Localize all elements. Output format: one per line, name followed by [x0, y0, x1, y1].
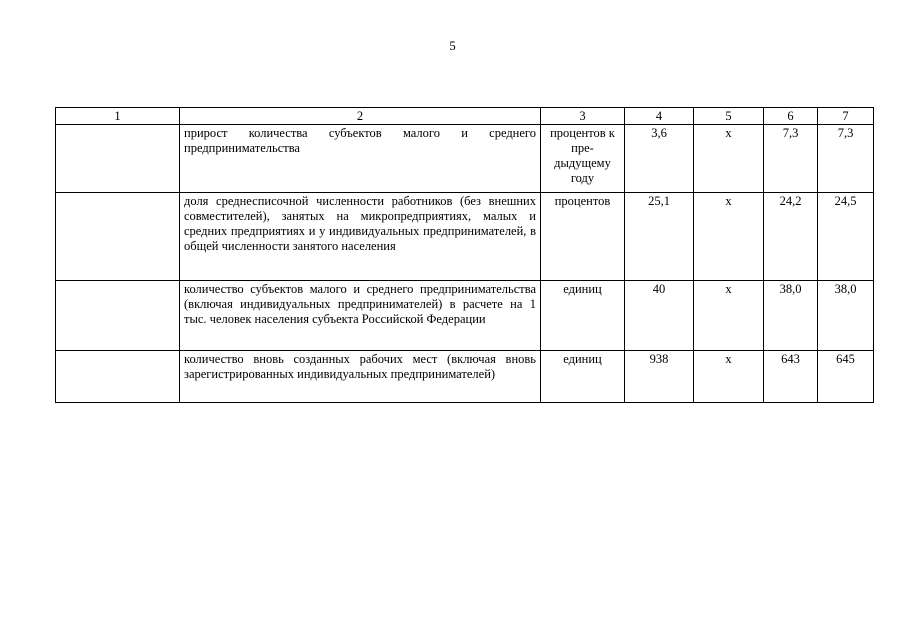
value-cell-6: 7,3	[764, 125, 818, 193]
header-cell-3: 3	[541, 108, 625, 125]
table-row	[56, 193, 874, 281]
value-cell-5: х	[694, 125, 764, 193]
indicator-description: доля среднесписочной численности работников (без внешних совместителей), занятых на микропредприятиях, малых и средних предприятиях и у индивидуальных предпринимателей, в общей численности занятого населения	[180, 193, 541, 281]
row-label-cell	[56, 193, 180, 281]
value-cell-4: 938	[625, 351, 694, 403]
value-cell-4: 40	[625, 281, 694, 351]
header-cell-5: 5	[694, 108, 764, 125]
row-label-cell	[56, 281, 180, 351]
row-label-cell	[56, 125, 180, 193]
value-cell-7: 24,5	[818, 193, 874, 281]
table-row	[56, 125, 874, 193]
unit-cell: единиц	[541, 351, 625, 403]
indicator-description: количество вновь созданных рабочих мест (включая вновь зарегистрированных индивидуальных предпринимателей)	[180, 351, 541, 403]
indicator-description: прирост количества субъектов малого и среднего предпринимательства	[180, 125, 541, 193]
value-cell-5: х	[694, 193, 764, 281]
value-cell-7: 38,0	[818, 281, 874, 351]
table-row	[56, 281, 874, 351]
value-cell-4: 3,6	[625, 125, 694, 193]
header-cell-6: 6	[764, 108, 818, 125]
value-cell-6: 24,2	[764, 193, 818, 281]
value-cell-4: 25,1	[625, 193, 694, 281]
header-cell-2: 2	[180, 108, 541, 125]
value-cell-7: 645	[818, 351, 874, 403]
page-number: 5	[449, 38, 456, 53]
value-cell-5: х	[694, 351, 764, 403]
header-row	[56, 108, 874, 125]
header-cell-7: 7	[818, 108, 874, 125]
value-cell-6: 643	[764, 351, 818, 403]
value-cell-7: 7,3	[818, 125, 874, 193]
value-cell-5: х	[694, 281, 764, 351]
header-cell-4: 4	[625, 108, 694, 125]
table-row	[56, 351, 874, 403]
table-header	[56, 108, 874, 125]
indicator-description: количество субъектов малого и среднего предпринимательства (включая индивидуальных предпринимателей) в расчете на 1 тыс. человек населения субъекта Российской Федерации	[180, 281, 541, 351]
unit-cell: единиц	[541, 281, 625, 351]
unit-cell: процентов	[541, 193, 625, 281]
row-label-cell	[56, 351, 180, 403]
table-body	[56, 125, 874, 403]
header-cell-1: 1	[56, 108, 180, 125]
indicator-table	[55, 107, 874, 403]
value-cell-6: 38,0	[764, 281, 818, 351]
unit-cell: процентов к пре-дыдущему году	[541, 125, 625, 193]
